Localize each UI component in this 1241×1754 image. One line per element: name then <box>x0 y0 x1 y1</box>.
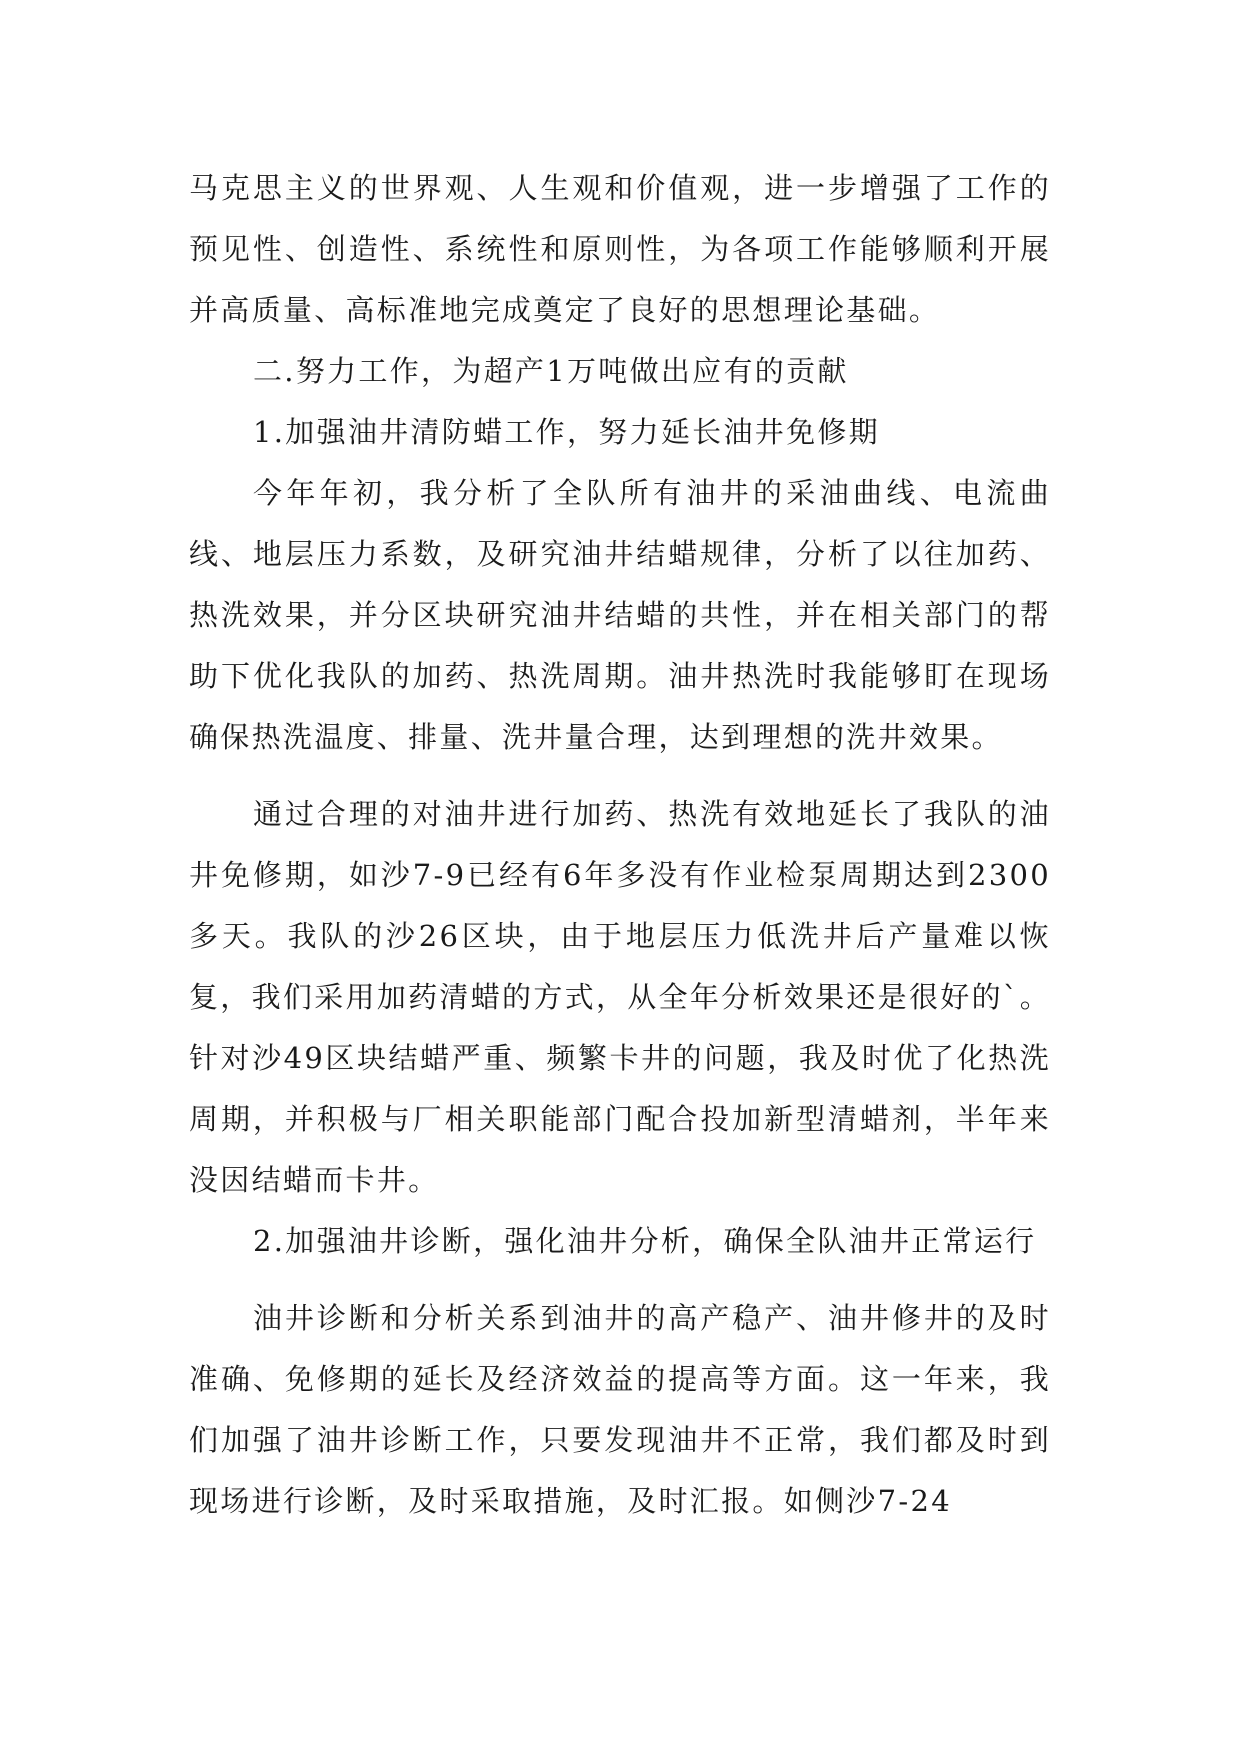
section-heading-2: 二.努力工作，为超产1万吨做出应有的贡献 <box>253 354 849 388</box>
subsection-heading-2: 2.加强油井诊断，强化油井分析，确保全队油井正常运行 <box>253 1224 1037 1258</box>
paragraph-well-diagnosis: 油井诊断和分析关系到油井的高产稳产、油井修井的及时准确、免修期的延长及经济效益的提高等方面。这一年来，我们加强了油井诊断工作，只要发现油井不正常，我们都及时到现场进行诊断，及时采取措施，及时汇报。如侧沙7-24 <box>189 1301 1051 1518</box>
paragraph-wax-results: 通过合理的对油井进行加药、热洗有效地延长了我队的油井免修期，如沙7-9已经有6年多没有作业检泵周期达到2300多天。我队的沙26区块，由于地层压力低洗井后产量难以恢复，我们采用加药清蜡的方式，从全年分析效果还是很好的`。针对沙49区块结蜡严重、频繁卡井的问题，我及时优了化热洗周期，并积极与厂相关职能部门配合投加新型清蜡剂，半年来没因结蜡而卡井。 <box>189 797 1051 1197</box>
document-body <box>189 158 1051 1532</box>
paragraph-wax-analysis: 今年年初，我分析了全队所有油井的采油曲线、电流曲线、地层压力系数，及研究油井结蜡规律，分析了以往加药、热洗效果，并分区块研究油井结蜡的共性，并在相关部门的帮助下优化我队的加药、热洗周期。油井热洗时我能够盯在现场确保热洗温度、排量、洗井量合理，达到理想的洗井效果。 <box>189 476 1051 754</box>
paragraph-continuation: 马克思主义的世界观、人生观和价值观，进一步增强了工作的预见性、创造性、系统性和原则性，为各项工作能够顺利开展并高质量、高标准地完成奠定了良好的思想理论基础。 <box>189 171 1051 327</box>
subsection-heading-1: 1.加强油井清防蜡工作，努力延长油井免修期 <box>253 415 880 449</box>
